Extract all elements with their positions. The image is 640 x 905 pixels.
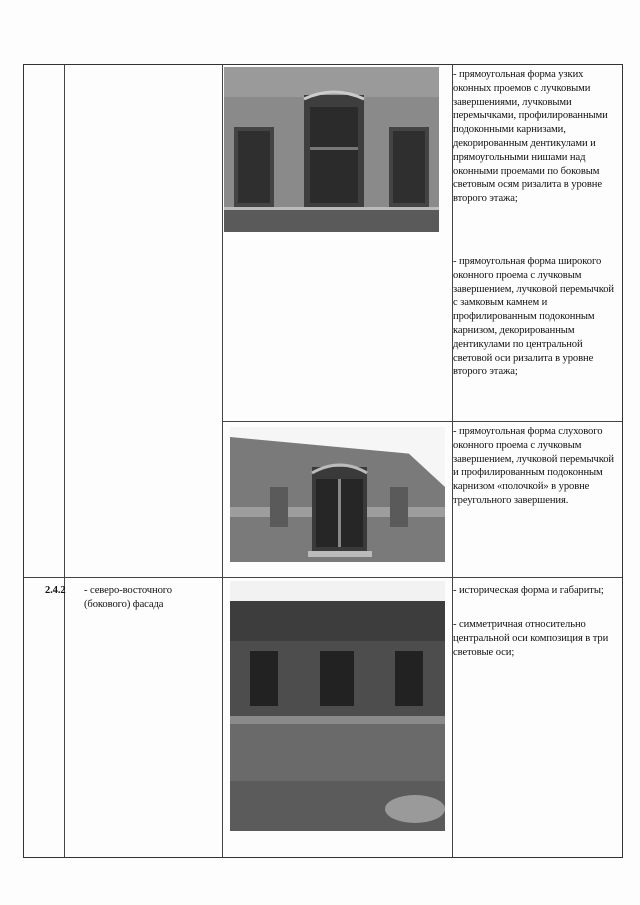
column-divider [64,65,65,857]
section-number: 2.4.2 [45,585,66,596]
description-form-dimensions: - историческая форма и габариты; [453,585,604,596]
northeast-facade-photo [230,581,445,831]
description-symmetric-composition: - симметричная относительно центральной оси композиция в три световые оси; [453,619,609,658]
dormer-window-photo [230,427,445,562]
section-title: - северо-восточного (бокового) фасада [84,585,172,610]
description-narrow-windows: - прямоугольная форма узких оконных проемов с лучковыми завершениями, лучковыми перемычками, профилированными подоконными карнизами, декорированным дентикулами и прямоугольными нишами над оконными проемами по боковым световым осям ризалита в уровне второго этажа; [453,69,608,205]
description-wide-window: - прямоугольная форма широкого оконного проема с лучковым завершением, лучковой перемычкой с замковым камнем и профилированным подоконным карнизом, декорированным дентикулами по центральной световой оси ризалита в уровне второго этажа; [453,256,614,378]
row-divider [222,421,622,422]
row-divider [24,577,622,578]
column-divider [222,65,223,857]
description-dormer-window: - прямоугольная форма слухового оконного проема с лучковым завершением, лучковой перемычкой и профилированным подоконным карнизом «полочкой» в уровне треугольного завершения. [453,426,614,506]
facade-windows-photo [224,67,439,232]
